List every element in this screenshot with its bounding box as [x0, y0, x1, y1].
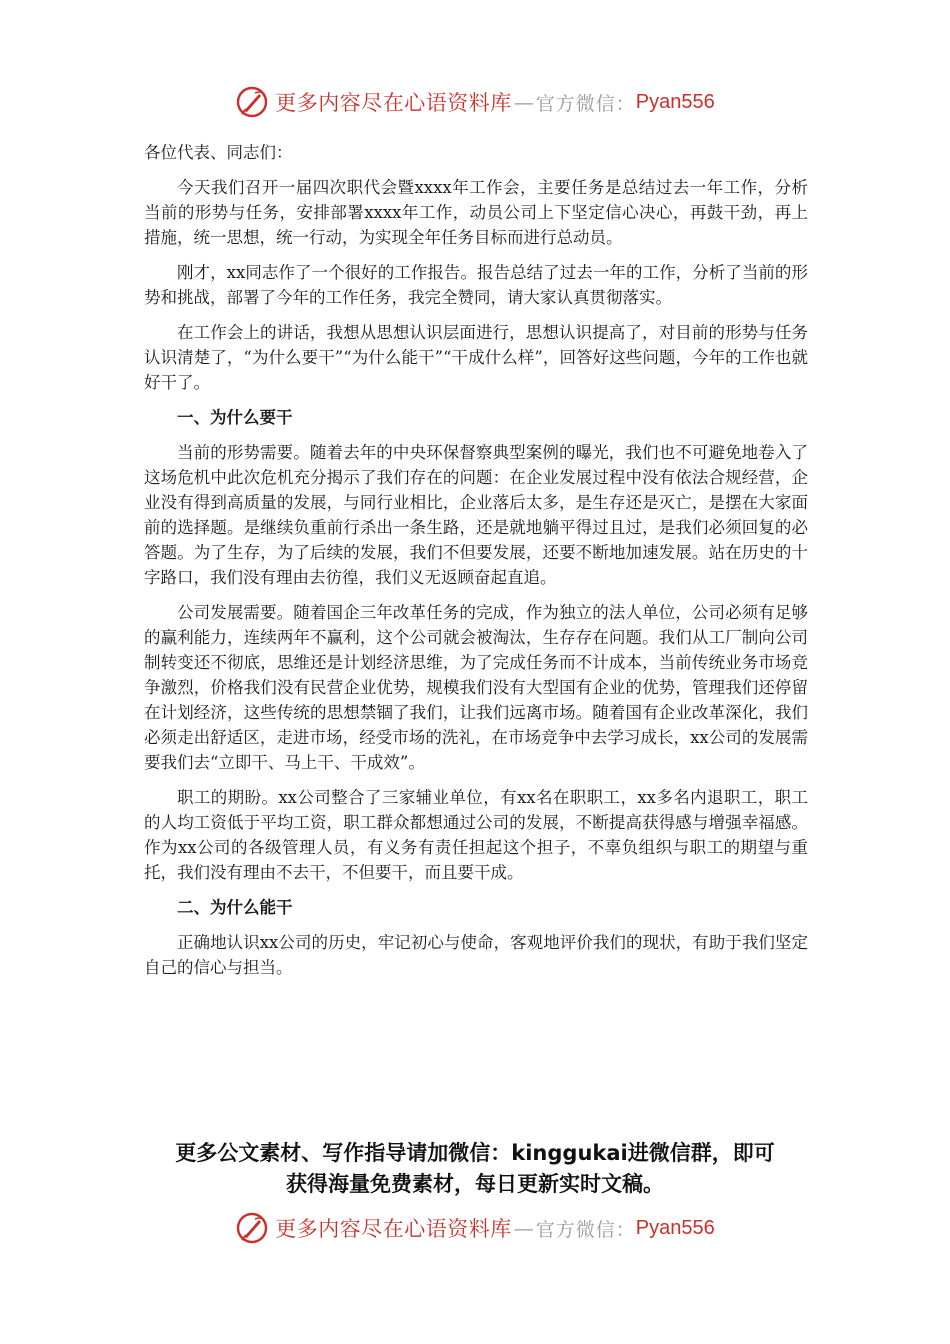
section2-paragraph: 正确地认识xx公司的历史，牢记初心与使命，客观地评价我们的现状，有助于我们坚定自己的信心与担当。 [144, 933, 808, 977]
section-heading-why-do: 一、为什么要干 [177, 408, 293, 427]
wechat-id: Pyan556 [635, 90, 715, 113]
feather-pen-logo-icon [235, 1211, 269, 1245]
promo-notice [120, 1138, 830, 1200]
brand-separator: — [513, 90, 534, 114]
brand-name: 更多内容尽在心语资料库 [275, 91, 512, 115]
promo-line-2: 获得海量免费素材，每日更新实时文稿。 [286, 1172, 664, 1196]
feather-pen-logo-icon [235, 85, 269, 119]
brand-separator: — [513, 1216, 534, 1240]
section1-paragraph: 职工的期盼。xx公司整合了三家辅业单位，有xx名在职职工，xx多名内退职工，职工的人均工资低于平均工资，职工群众都想通过公司的发展，不断提高获得感与增强幸福感。作为xx公司的各级管理人员，有义务有责任担起这个担子，不辜负组织与职工的期望与重托，我们没有理由不去干，不但要干，而且要干成。 [144, 788, 808, 882]
section1-paragraph: 当前的形势需要。随着去年的中央环保督察典型案例的曝光，我们也不可避免地卷入了这场危机中此次危机充分揭示了我们存在的问题：在企业发展过程中没有依法合规经营，企业没有得到高质量的发展，与同行业相比，企业落后太多，是生存还是灭亡，是摆在大家面前的选择题。是继续负重前行杀出一条生路，还是就地躺平得过且过，是我们必须回复的必答题。为了生存，为了后续的发展，我们不但要发展，还要不断地加速发展。站在历史的十字路口，我们没有理由去彷徨，我们义无返顾奋起直追。 [144, 443, 808, 587]
intro-paragraph: 今天我们召开一届四次职代会暨xxxx年工作会，主要任务是总结过去一年工作，分析当前的形势与任务，安排部署xxxx年工作，动员公司上下坚定信心决心，再鼓干劲，再上措施，统一思想，统一行动，为实现全年任务目标而进行总动员。 [144, 178, 808, 247]
document-body [144, 140, 808, 990]
brand-name: 更多内容尽在心语资料库 [275, 1217, 512, 1241]
official-wechat-label: 官方微信： [535, 1218, 636, 1241]
header-watermark-banner [0, 82, 950, 122]
section-heading-why-can: 二、为什么能干 [177, 898, 293, 917]
official-wechat-label: 官方微信： [535, 92, 636, 115]
footer-watermark-banner [0, 1208, 950, 1248]
promo-line-1: 更多公文素材、写作指导请加微信：kinggukai进微信群，即可 [175, 1141, 775, 1165]
intro-paragraph: 在工作会上的讲话，我想从思想认识层面进行，思想认识提高了，对目前的形势与任务认识清楚了，“为什么要干”“为什么能干”“干成什么样”，回答好这些问题，今年的工作也就好干了。 [144, 323, 808, 392]
greeting: 各位代表、同志们： [144, 143, 293, 162]
wechat-id: Pyan556 [635, 1216, 715, 1239]
section1-paragraph: 公司发展需要。随着国企三年改革任务的完成，作为独立的法人单位，公司必须有足够的赢利能力，连续两年不赢利，这个公司就会被淘汰，生存存在问题。我们从工厂制向公司制转变还不彻底，思维还是计划经济思维，为了完成任务而不计成本，当前传统业务市场竞争激烈，价格我们没有民营企业优势，规模我们没有大型国有企业的优势，管理我们还停留在计划经济，这些传统的思想禁锢了我们，让我们远离市场。随着国有企业改革深化，我们必须走出舒适区，走进市场，经受市场的洗礼，在市场竞争中去学习成长，xx公司的发展需要我们去“立即干、马上干、干成效”。 [144, 603, 808, 772]
intro-paragraph: 刚才，xx同志作了一个很好的工作报告。报告总结了过去一年的工作，分析了当前的形势和挑战，部署了今年的工作任务，我完全赞同，请大家认真贯彻落实。 [144, 263, 808, 307]
